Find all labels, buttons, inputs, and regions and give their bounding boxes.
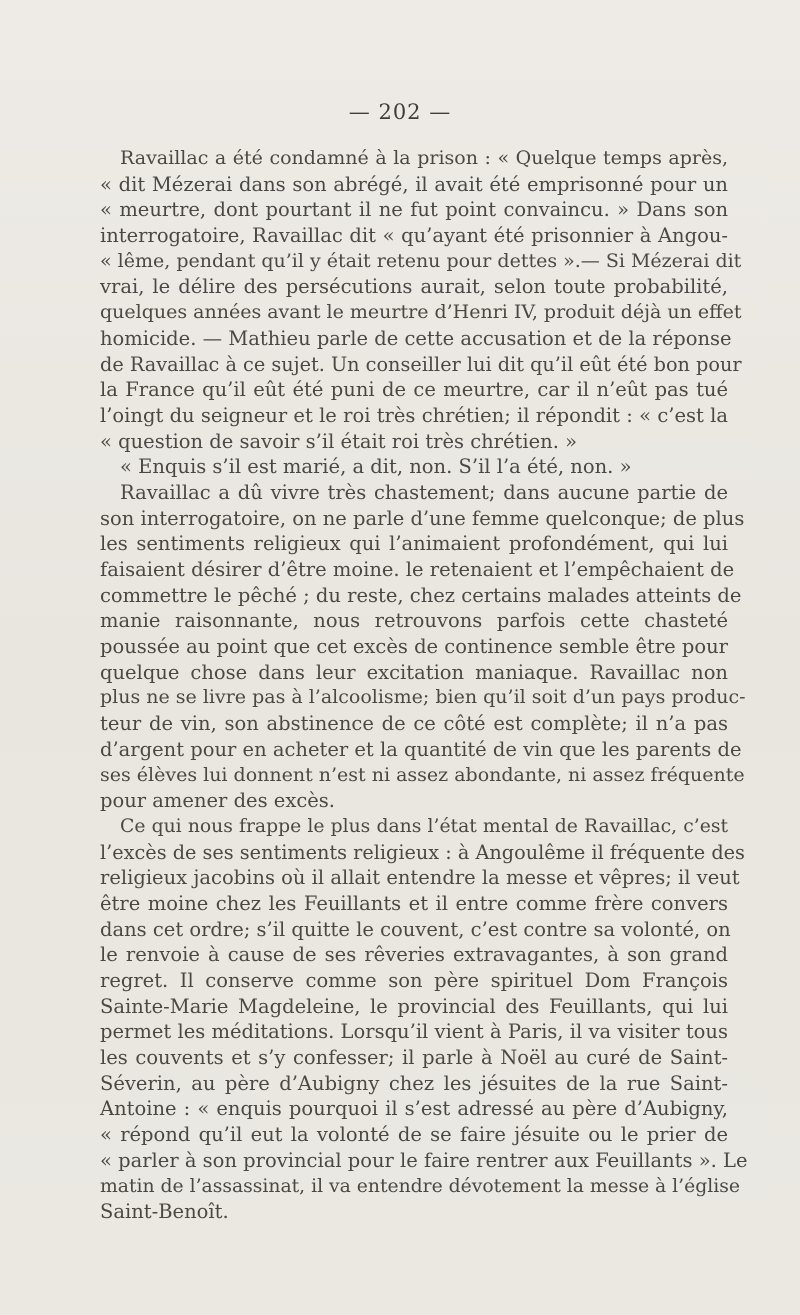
text-line: Séverin, au père d’Aubigny chez les jésuites de la rue Saint- <box>100 1071 728 1095</box>
text-line: « répond qu’il eut la volonté de se faire jésuite ou le prier de <box>100 1123 728 1147</box>
text-line: pour amener des excès. <box>100 789 336 813</box>
text-line: interrogatoire, Ravaillac dit « qu’ayant été prisonnier à Angou- <box>100 224 728 248</box>
text-line: Ce qui nous frappe le plus dans l’état mental de Ravaillac, c’est <box>120 815 728 837</box>
text-line: religieux jacobins où il allait entendre la messe et vêpres; il veut <box>100 866 740 890</box>
text-line: Antoine : « enquis pourquoi il s’est adressé au père d’Aubigny, <box>100 1097 728 1121</box>
text-line: quelques années avant le meurtre d’Henri IV, produit déjà un effet <box>100 301 742 324</box>
text-line: Ravaillac a été condamné à la prison : « Quelque temps après, <box>120 147 728 169</box>
text-line: « meurtre, dont pourtant il ne fut point convaincu. » Dans son <box>100 198 728 222</box>
text-line: les sentiments religieux qui l’animaient profondément, qui lui <box>100 532 728 556</box>
text-line: matin de l’assassinat, il va entendre dévotement la messe à l’église <box>100 1175 740 1197</box>
text-line: d’argent pour en acheter et la quantité de vin que les parents de <box>100 737 742 761</box>
text-line: teur de vin, son abstinence de ce côté est complète; il n’a pas <box>100 712 728 736</box>
text-line: permet les méditations. Lorsqu’il vient à Paris, il va visiter tous <box>100 1020 728 1044</box>
text-line: « question de savoir s’il était roi très chrétien. » <box>100 429 578 453</box>
text-line: homicide. — Mathieu parle de cette accusation et de la réponse <box>100 326 732 350</box>
text-line: l’oingt du seigneur et le roi très chrétien; il répondit : « c’est la <box>100 403 728 427</box>
text-line: les couvents et s’y confesser; il parle à Noël au curé de Saint- <box>100 1046 728 1070</box>
text-line: de Ravaillac à ce sujet. Un conseiller lui dit qu’il eût été bon pour <box>100 352 742 376</box>
text-line: poussée au point que cet excès de continence semble être pour <box>100 635 728 659</box>
text-line: Sainte-Marie Magdeleine, le provincial des Feuillants, qui lui <box>100 994 728 1018</box>
text-line: « parler à son provincial pour le faire rentrer aux Feuillants ». Le <box>100 1148 748 1172</box>
text-line: être moine chez les Feuillants et il entre comme frère convers <box>100 891 728 915</box>
text-line: manie raisonnante, nous retrouvons parfois cette chasteté <box>100 609 728 633</box>
text-line: faisaient désirer d’être moine. le retenaient et l’empêchaient de <box>100 558 735 581</box>
text-line: plus ne se livre pas à l’alcoolisme; bien qu’il soit d’un pays produc- <box>100 686 746 709</box>
text-line: vrai, le délire des persécutions aurait, selon toute probabilité, <box>100 275 728 299</box>
text-line: regret. Il conserve comme son père spirituel Dom François <box>100 969 728 992</box>
text-line: le renvoie à cause de ses rêveries extravagantes, à son grand <box>100 943 728 967</box>
page-number: — 202 — <box>348 100 452 124</box>
text-line: Saint-Benoît. <box>100 1200 229 1224</box>
text-line: son interrogatoire, on ne parle d’une femme quelconque; de plus <box>100 506 745 530</box>
text-line: Ravaillac a dû vivre très chastement; dans aucune partie de <box>120 480 728 504</box>
body-text <box>100 146 748 1225</box>
text-line: dans cet ordre; s’il quitte le couvent, c’est contre sa volonté, on <box>100 917 731 941</box>
text-line: commettre le pêché ; du reste, chez certains malades atteints de <box>100 583 742 607</box>
text-line: « dit Mézerai dans son abrégé, il avait été emprisonné pour un <box>100 172 728 196</box>
text-line: « Enquis s’il est marié, a dit, non. S’il l’a été, non. » <box>120 455 632 479</box>
text-line: quelque chose dans leur excitation maniaque. Ravaillac non <box>100 660 728 684</box>
text-line: l’excès de ses sentiments religieux : à Angoulême il fréquente des <box>100 840 745 864</box>
text-line: ses élèves lui donnent n’est ni assez abondante, ni assez fréquente <box>100 763 745 786</box>
text-line: la France qu’il eût été puni de ce meurtre, car il n’eût pas tué <box>100 378 728 402</box>
text-line: « lême, pendant qu’il y était retenu pour dettes ».— Si Mézerai dit <box>100 249 742 272</box>
